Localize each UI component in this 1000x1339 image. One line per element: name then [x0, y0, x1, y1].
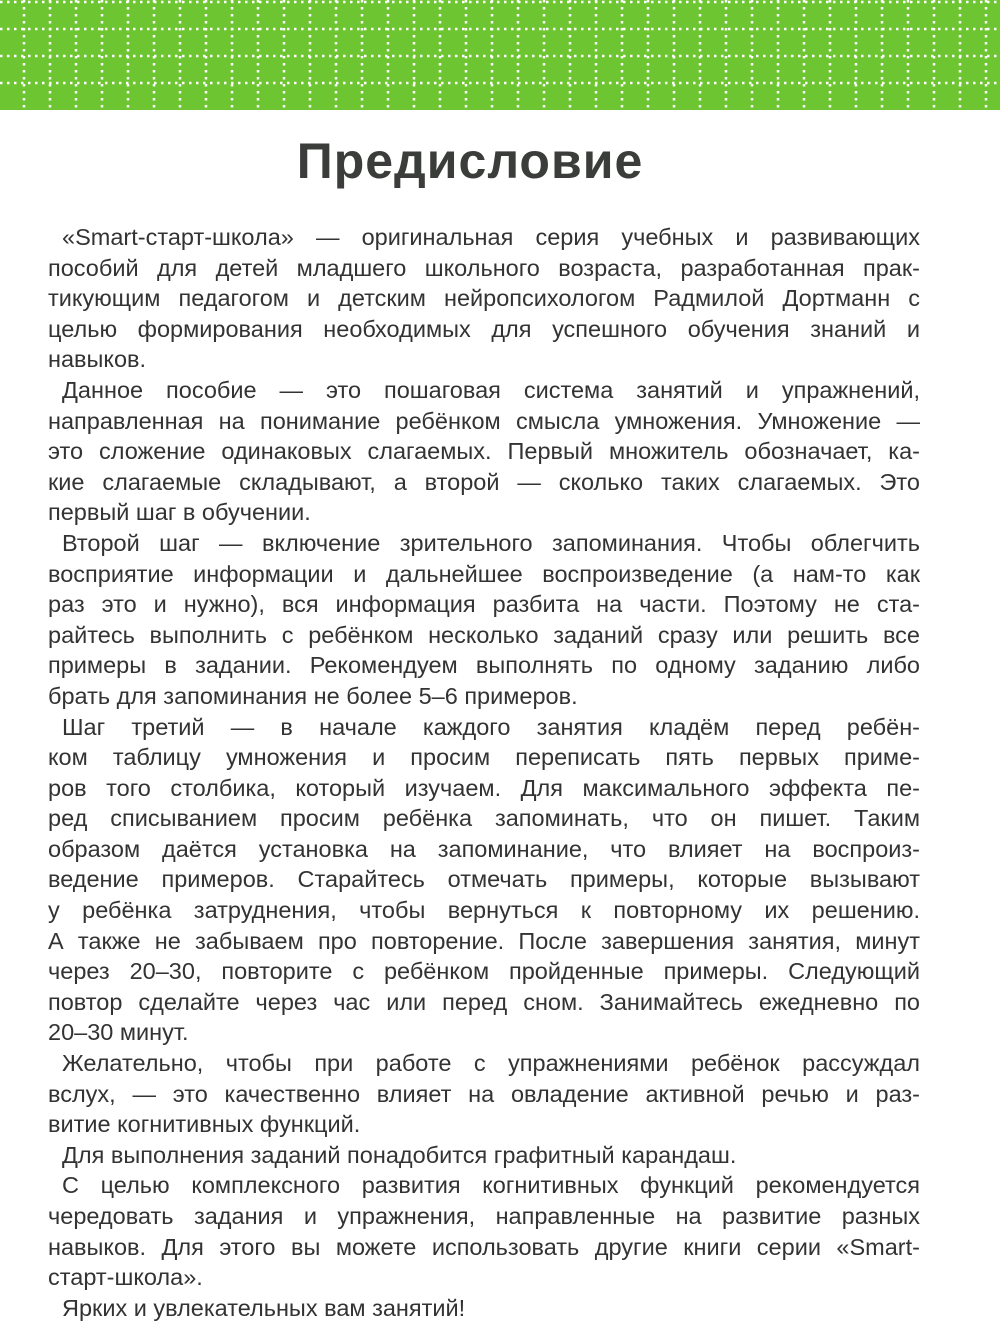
text-line: старт-школа».	[48, 1264, 203, 1291]
text-line: брать для запоминания не более 5–6 примеров.	[48, 682, 578, 709]
text-line: навыков. Для этого вы можете использовать другие книги серии «Smart-	[48, 1233, 920, 1260]
text-line: Шаг третий — в начале каждого занятия кладём перед ребён-	[62, 713, 920, 740]
text-line: навыков.	[48, 346, 147, 373]
text-line: тикующим педагогом и детским нейропсихологом Радмилой Дортманн с	[48, 285, 920, 312]
text-line: раз это и нужно), вся информация разбита на части. Поэтому не ста-	[48, 591, 920, 618]
paragraph	[48, 528, 920, 712]
text-line: ров того столбика, который изучаем. Для максимального эффекта пе-	[48, 774, 920, 801]
text-line: ком таблицу умножения и просим переписать пять первых приме-	[48, 744, 920, 771]
paragraph	[48, 1140, 920, 1171]
text-line: направленная на понимание ребёнком смысла умножения. Умножение —	[48, 407, 920, 434]
text-line: Для выполнения заданий понадобится графитный карандаш.	[62, 1141, 737, 1168]
text-line: у ребёнка затруднения, чтобы вернуться к повторному их решению.	[48, 897, 920, 924]
text-line: целью формирования необходимых для успешного обучения знаний и	[48, 315, 920, 342]
text-line: 20–30 минут.	[48, 1019, 189, 1046]
text-line: С целью комплексного развития когнитивных функций рекомендуется	[62, 1172, 920, 1199]
text-line: образом даётся установка на запоминание, что влияет на воспроиз-	[48, 835, 920, 862]
paragraph	[48, 712, 920, 1049]
text-line: пособий для детей младшего школьного возраста, разработанная прак-	[48, 254, 920, 281]
text-line: первый шаг в обучении.	[48, 499, 311, 526]
text-line: чередовать задания и упражнения, направленные на развитие разных	[48, 1203, 920, 1229]
page-title: Предисловие	[296, 133, 644, 189]
text-line: вслух, — это качественно влияет на овладение активной речью и раз-	[48, 1080, 920, 1107]
paragraph	[48, 1170, 920, 1292]
text-line: примеры в задании. Рекомендуем выполнять по одному заданию либо	[48, 652, 920, 679]
paragraph	[48, 1048, 920, 1140]
text-line: Второй шаг — включение зрительного запоминания. Чтобы облегчить	[62, 529, 920, 556]
text-line: Ярких и увлекательных вам занятий!	[62, 1294, 466, 1321]
text-line: ред списыванием просим ребёнка запоминать, что он пишет. Таким	[48, 805, 920, 832]
text-line: витие когнитивных функций.	[48, 1111, 361, 1138]
text-line: это сложение одинаковых слагаемых. Первый множитель обозначает, ка-	[48, 438, 920, 465]
text-line: А также не забываем про повторение. После завершения занятия, минут	[48, 927, 920, 954]
text-line: Данное пособие — это пошаговая система занятий и упражнений,	[62, 376, 920, 403]
text-line: Желательно, чтобы при работе с упражнениями ребёнок рассуждал	[62, 1050, 920, 1077]
preface-text	[48, 222, 920, 1323]
text-line: восприятие информации и дальнейшее воспроизведение (а нам-то как	[48, 560, 920, 587]
grid-pattern	[0, 0, 1000, 110]
text-line: «Smart-старт-школа» — оригинальная серия учебных и развивающих	[62, 224, 920, 250]
text-line: ведение примеров. Старайтесь отмечать примеры, которые вызывают	[48, 866, 920, 893]
text-line: райтесь выполнить с ребёнком несколько заданий сразу или решить все	[48, 621, 920, 648]
text-line: через 20–30, повторите с ребёнком пройденные примеры. Следующий	[48, 958, 920, 985]
header-grid-banner	[0, 0, 1000, 110]
text-line: кие слагаемые складывают, а второй — сколько таких слагаемых. Это	[48, 468, 920, 495]
text-line: повтор сделайте через час или перед сном. Занимайтесь ежедневно по	[48, 988, 920, 1015]
paragraph	[48, 1293, 920, 1324]
paragraph	[48, 375, 920, 528]
paragraph	[48, 222, 920, 375]
